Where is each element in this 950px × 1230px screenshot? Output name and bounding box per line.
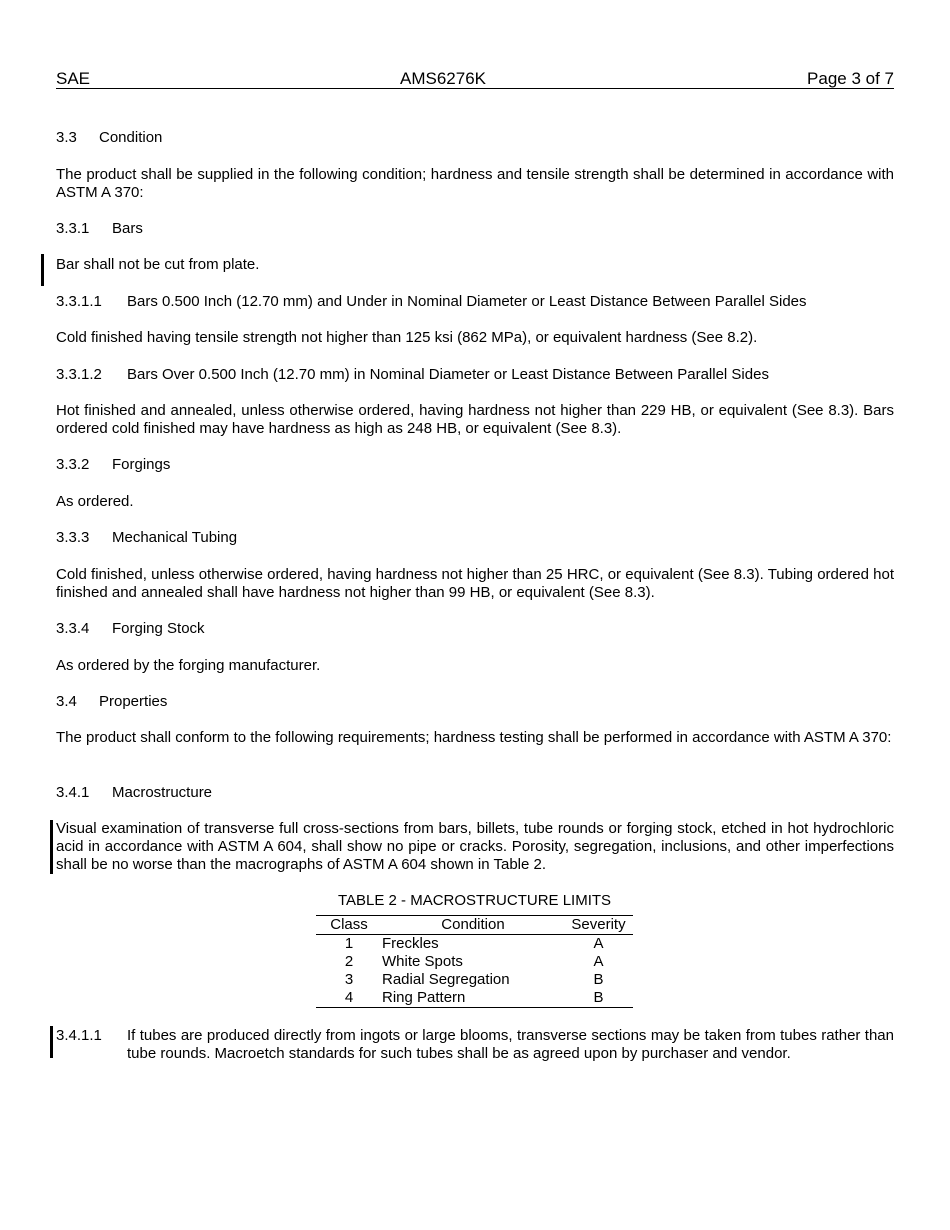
section-3-3-paragraph: The product shall be supplied in the following condition; hardness and tensile strength shall be determined in accordance with ASTM A 370:	[56, 166, 894, 201]
table-2-caption: TABLE 2 - MACROSTRUCTURE LIMITS	[337, 892, 612, 909]
cell-class: 4	[316, 989, 382, 1008]
revision-bar	[50, 1026, 53, 1058]
section-number: 3.3.3	[56, 529, 90, 546]
section-3-3-1-2-heading	[56, 366, 894, 384]
section-number: 3.3	[56, 129, 77, 146]
table-header-row	[316, 916, 633, 935]
column-header-condition: Condition	[382, 916, 564, 935]
section-title: Bars Over 0.500 Inch (12.70 mm) in Nominal Diameter or Least Distance Between Parallel Sides	[127, 366, 769, 383]
cell-class: 3	[344, 971, 354, 988]
section-3-3-1-1-paragraph: Cold finished having tensile strength not higher than 125 ksi (862 MPa), or equivalent hardness (See 8.2).	[56, 329, 758, 346]
section-number: 3.4	[56, 693, 77, 710]
section-3-3-4-paragraph: As ordered by the forging manufacturer.	[56, 657, 321, 674]
section-number: 3.4.1	[56, 784, 90, 801]
section-3-4-1-1	[56, 1027, 894, 1063]
section-3-3-4-heading	[56, 620, 894, 638]
cell-class: 1	[344, 935, 354, 952]
revision-bar	[41, 254, 44, 286]
table-row	[316, 953, 633, 971]
section-3-4-1-paragraph: Visual examination of transverse full cross-sections from bars, billets, tube rounds or forging stock, etched in hot hydrochloric acid in accordance with ASTM A 604, shall show no pipe or cracks. Porosity, segregation, inclusions, and other imperfections shall be no worse than the macrographs of ASTM A 604 shown in Table 2.	[56, 820, 894, 873]
section-3-3-1-2-paragraph: Hot finished and annealed, unless otherwise ordered, having hardness not higher than 229 HB, or equivalent (See 8.3). Bars ordered cold finished may have hardness as high as 248 HB, or equivalent (See 8.3).	[56, 402, 894, 437]
section-title: Properties	[99, 693, 168, 710]
revision-bar	[50, 820, 53, 874]
section-3-4-1-1-paragraph: If tubes are produced directly from ingots or large blooms, transverse sections may be taken from tubes rather than tube rounds. Macroetch standards for such tubes shall be as agreed upon by purchaser and vendor.	[127, 1027, 894, 1062]
section-number: 3.4.1.1	[56, 1027, 102, 1044]
cell-severity: A	[593, 953, 604, 970]
section-number: 3.3.4	[56, 620, 90, 637]
section-3-4-1-heading	[56, 784, 894, 802]
section-3-3-2-heading	[56, 456, 894, 474]
section-title: Bars	[112, 220, 143, 237]
column-header-severity: Severity	[564, 916, 633, 935]
cell-severity: B	[564, 989, 633, 1008]
section-title: Condition	[99, 129, 163, 146]
section-number: 3.3.1.2	[56, 366, 102, 383]
section-3-3-3-heading	[56, 529, 894, 547]
cell-condition: Freckles	[382, 935, 439, 952]
table-2-macrostructure-limits	[316, 915, 633, 1008]
header-org: SAE	[56, 69, 91, 88]
cell-severity: B	[593, 971, 604, 988]
section-number: 3.3.2	[56, 456, 90, 473]
section-3-4-heading	[56, 693, 894, 711]
section-number: 3.3.1.1	[56, 293, 102, 310]
table-row	[316, 935, 633, 954]
table-row	[316, 971, 633, 989]
header-page-number: Page 3 of 7	[807, 69, 894, 88]
cell-condition: White Spots	[382, 953, 463, 970]
section-3-3-2-paragraph: As ordered.	[56, 493, 134, 510]
section-3-3-1-heading	[56, 220, 894, 238]
section-3-4-paragraph: The product shall conform to the following requirements; hardness testing shall be performed in accordance with ASTM A 370:	[56, 729, 892, 746]
cell-condition: Ring Pattern	[382, 989, 564, 1008]
page-header	[56, 69, 894, 89]
table-row	[316, 989, 633, 1008]
section-title: Macrostructure	[112, 784, 213, 801]
header-doc-number: AMS6276K	[400, 69, 486, 88]
cell-severity: A	[593, 935, 604, 952]
section-3-3-heading	[56, 129, 894, 147]
section-title: Mechanical Tubing	[112, 529, 238, 546]
section-title: Forgings	[112, 456, 171, 473]
column-header-class: Class	[316, 916, 382, 935]
cell-condition: Radial Segregation	[382, 971, 510, 988]
section-title: Bars 0.500 Inch (12.70 mm) and Under in Nominal Diameter or Least Distance Between Parallel Sides	[127, 293, 807, 310]
section-3-3-3-paragraph: Cold finished, unless otherwise ordered, having hardness not higher than 25 HRC, or equivalent (See 8.3). Tubing ordered hot finished and annealed shall have hardness not higher than 99 HB, or equivalent (See 8.3).	[56, 566, 894, 601]
section-3-3-1-paragraph: Bar shall not be cut from plate.	[56, 256, 260, 273]
section-3-3-1-1-heading	[56, 293, 894, 311]
section-number: 3.3.1	[56, 220, 90, 237]
section-title: Forging Stock	[112, 620, 205, 637]
cell-class: 2	[344, 953, 354, 970]
